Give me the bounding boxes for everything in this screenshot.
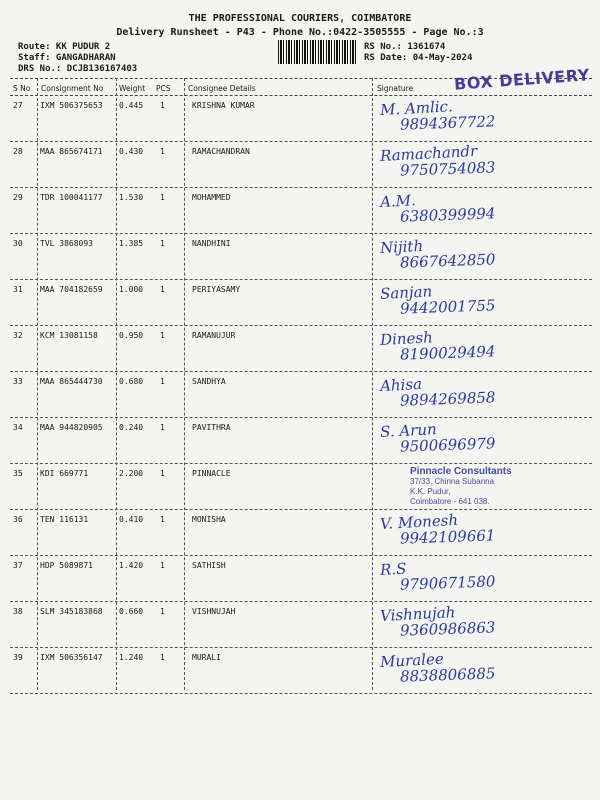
row-weight: 0.430 (119, 147, 144, 156)
row-weight: 1.000 (119, 285, 144, 294)
row-consignee: VISHNUJAH (192, 607, 236, 616)
table-row (0, 280, 600, 326)
row-consignment-no: HDP 5089871 (40, 561, 93, 570)
row-pcs: 1 (160, 515, 165, 524)
row-consignee: RAMACHANDRAN (192, 147, 250, 156)
row-weight: 1.240 (119, 653, 144, 662)
table-row (0, 418, 600, 464)
table-row (0, 142, 600, 188)
table-row (0, 96, 600, 142)
handwritten-signature (380, 604, 495, 638)
rs-date: RS Date: 04-May-2024 (364, 53, 473, 63)
row-pcs: 1 (160, 147, 165, 156)
row-consignee: PINNACLE (192, 469, 231, 478)
handwritten-signature (380, 236, 495, 270)
table-row (0, 510, 600, 556)
signature-phone: 6380399994 (399, 204, 496, 226)
signature-phone: 8190029494 (399, 342, 496, 364)
row-sno: 37 (13, 561, 23, 570)
signature-phone: 9894367722 (399, 112, 496, 134)
table-row (0, 648, 600, 694)
column-header-signature: Signature (377, 84, 414, 93)
signature-phone: 9750754083 (399, 158, 496, 180)
signature-name: S. Arun (379, 420, 438, 442)
row-consignment-no: KCM 13081158 (40, 331, 98, 340)
box-delivery-stamp: BOX DELIVERY (453, 65, 591, 94)
row-pcs: 1 (160, 193, 165, 202)
signature-phone: 9894269858 (399, 388, 496, 410)
row-consignee: SANDHYA (192, 377, 226, 386)
pinnacle-line1: 37/33, Chinna Subanna (410, 477, 495, 486)
column-header-pcs: PCS (156, 84, 171, 93)
row-sno: 31 (13, 285, 23, 294)
row-sno: 30 (13, 239, 23, 248)
row-divider (10, 693, 592, 694)
row-pcs: 1 (160, 377, 165, 386)
header-top-rule (10, 78, 592, 79)
row-weight: 1.385 (119, 239, 144, 248)
row-pcs: 1 (160, 285, 165, 294)
row-pcs: 1 (160, 101, 165, 110)
signature-phone: 8838806885 (399, 664, 496, 686)
handwritten-signature (380, 282, 495, 316)
row-pcs: 1 (160, 561, 165, 570)
signature-phone: 9942109661 (399, 526, 496, 548)
row-consignment-no: TVL 3868093 (40, 239, 93, 248)
row-consignee: SATHISH (192, 561, 226, 570)
row-consignment-no: SLM 345183868 (40, 607, 103, 616)
pinnacle-line3: Coimbatore - 641 038. (410, 497, 490, 506)
row-consignment-no: MAA 704182659 (40, 285, 103, 294)
handwritten-signature (380, 558, 495, 592)
handwritten-signature (380, 512, 495, 546)
row-weight: 0.410 (119, 515, 144, 524)
table-row (0, 234, 600, 280)
signature-phone: 8667642850 (399, 250, 496, 272)
table-row (0, 326, 600, 372)
handwritten-signature (380, 650, 495, 684)
company-title: THE PROFESSIONAL COURIERS, COIMBATORE (188, 13, 412, 24)
row-sno: 28 (13, 147, 23, 156)
row-sno: 39 (13, 653, 23, 662)
route-label: Route: KK PUDUR 2 (18, 42, 111, 52)
row-weight: 0.950 (119, 331, 144, 340)
row-consignment-no: TEN 116131 (40, 515, 89, 524)
column-header-consignment: Consignment No (41, 84, 104, 93)
handwritten-signature (380, 190, 495, 224)
signature-name: Dinesh (379, 328, 434, 350)
staff-label: Staff: GANGADHARAN (18, 53, 116, 63)
signature-name: Ramachandr (379, 141, 478, 166)
signature-phone: 9500696979 (399, 434, 496, 456)
row-consignee: KRISHNA KUMAR (192, 101, 255, 110)
column-header-sno: S No (13, 84, 31, 93)
signature-name: Sanjan (379, 282, 433, 304)
row-consignment-no: IXM 506356147 (40, 653, 103, 662)
handwritten-signature (380, 328, 495, 362)
drs-label: DRS No.: DCJB136167403 (18, 64, 138, 74)
handwritten-signature (380, 374, 495, 408)
row-weight: 0.680 (119, 377, 144, 386)
table-row (0, 602, 600, 648)
handwritten-signature (379, 141, 496, 180)
signature-name: V. Monesh (379, 510, 459, 534)
handwritten-signature (380, 98, 495, 132)
row-consignee: MONISHA (192, 515, 226, 524)
row-consignee: MOHAMMED (192, 193, 231, 202)
row-sno: 36 (13, 515, 23, 524)
signature-name: R.S (379, 559, 407, 580)
row-sno: 33 (13, 377, 23, 386)
runsheet-title: Delivery Runsheet - P43 - Phone No.:0422-3505555 - Page No.:3 (116, 27, 484, 38)
row-consignee: PERIYASAMY (192, 285, 241, 294)
pinnacle-address-stamp (410, 467, 512, 507)
pinnacle-name: Pinnacle Consultants (410, 466, 512, 477)
row-consignee: MURALI (192, 653, 221, 662)
handwritten-signature (380, 420, 495, 454)
row-weight: 1.420 (119, 561, 144, 570)
row-sno: 38 (13, 607, 23, 616)
row-sno: 35 (13, 469, 23, 478)
row-consignment-no: MAA 944820905 (40, 423, 103, 432)
row-sno: 34 (13, 423, 23, 432)
table-row (0, 556, 600, 602)
pinnacle-line2: K.K. Pudur, (410, 487, 451, 496)
row-weight: 1.530 (119, 193, 144, 202)
row-pcs: 1 (160, 469, 165, 478)
signature-name: A.M. (379, 191, 417, 212)
column-header-weight: Weight (119, 84, 146, 93)
row-weight: 0.445 (119, 101, 144, 110)
table-row (0, 188, 600, 234)
row-consignee: RAMANUJUR (192, 331, 236, 340)
row-consignment-no: MAA 865674171 (40, 147, 103, 156)
table-row (0, 372, 600, 418)
row-weight: 0.660 (119, 607, 144, 616)
row-pcs: 1 (160, 423, 165, 432)
row-pcs: 1 (160, 331, 165, 340)
signature-name: Vishnujah (379, 603, 456, 626)
signature-name: M. Amlic. (379, 97, 454, 120)
row-consignment-no: TDR 100041177 (40, 193, 103, 202)
row-consignment-no: KDI 669771 (40, 469, 89, 478)
row-pcs: 1 (160, 607, 165, 616)
row-consignee: PAVITHRA (192, 423, 231, 432)
row-weight: 2.200 (119, 469, 144, 478)
row-sno: 32 (13, 331, 23, 340)
signature-phone: 9360986863 (399, 618, 496, 640)
signature-phone: 9790671580 (399, 572, 496, 594)
row-weight: 0.240 (119, 423, 144, 432)
row-consignment-no: MAA 865444730 (40, 377, 103, 386)
row-pcs: 1 (160, 239, 165, 248)
signature-phone: 9442001755 (399, 296, 496, 318)
barcode (278, 40, 358, 64)
signature-name: Nijith (379, 236, 424, 258)
row-pcs: 1 (160, 653, 165, 662)
row-consignment-no: IXM 506375653 (40, 101, 103, 110)
row-consignee: NANDHINI (192, 239, 231, 248)
row-sno: 27 (13, 101, 23, 110)
signature-name: Muralee (379, 649, 445, 672)
column-header-consignee: Consignee Details (188, 84, 256, 93)
signature-name: Ahisa (379, 374, 423, 396)
row-sno: 29 (13, 193, 23, 202)
rs-number: RS No.: 1361674 (364, 42, 446, 52)
